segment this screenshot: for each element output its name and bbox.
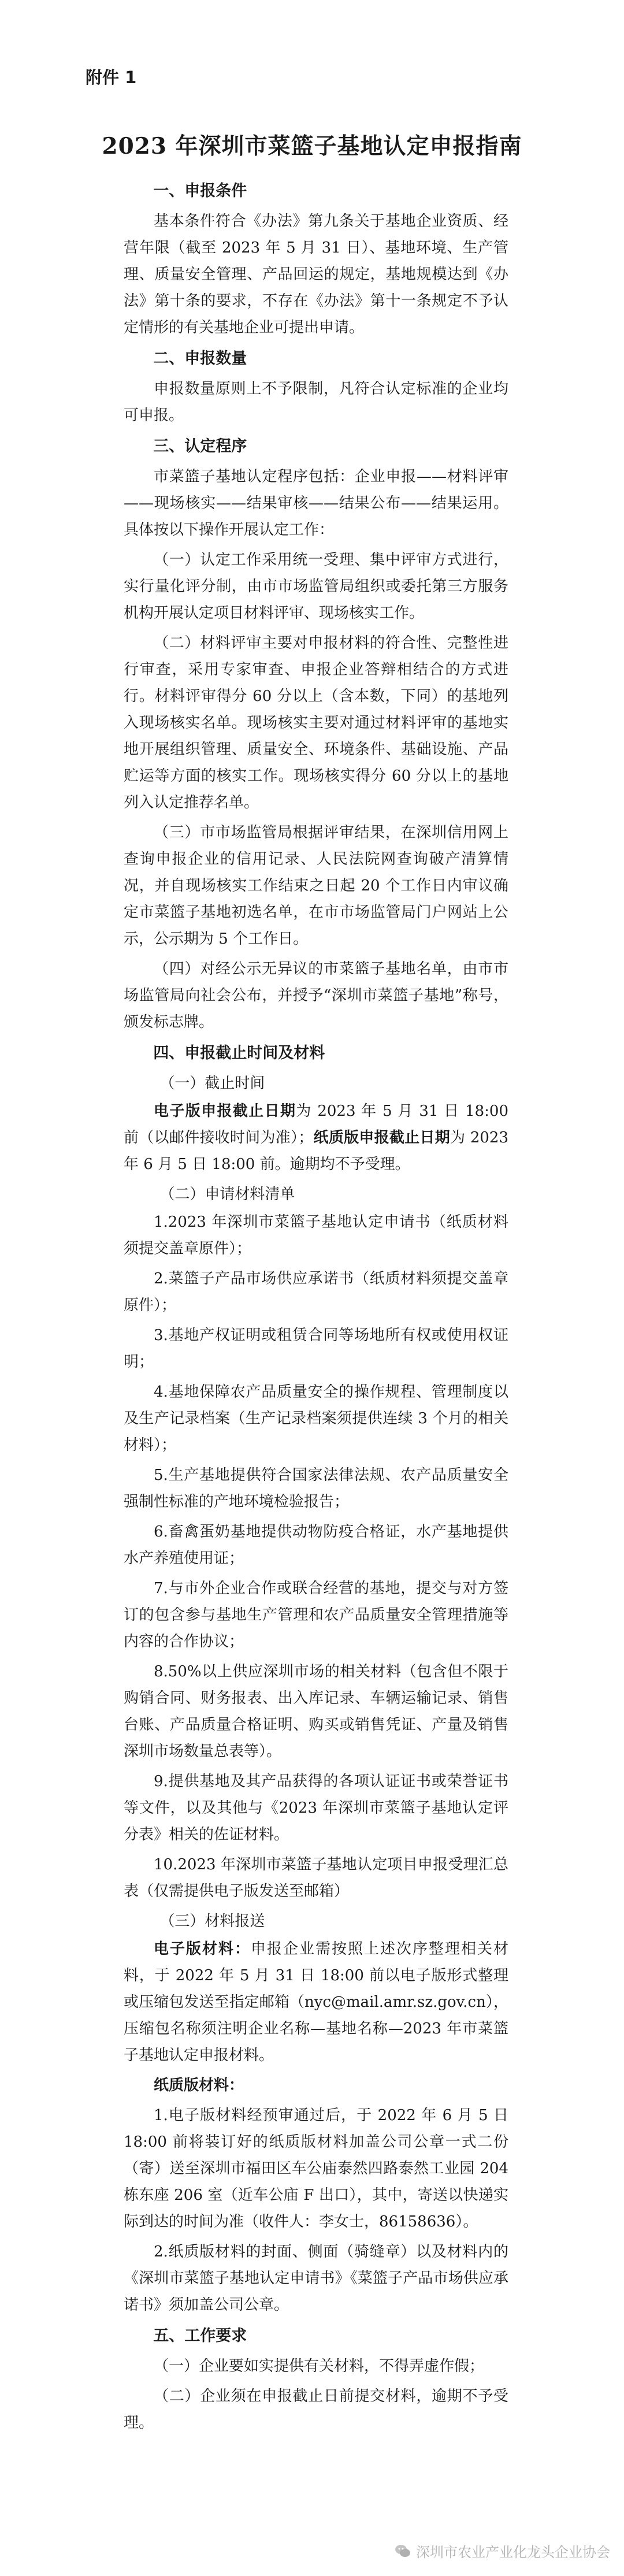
list-item: 5.生产基地提供符合国家法律法规、农产品质量安全强制性标准的产地环境检验报告； bbox=[124, 1467, 508, 1510]
paragraph: 市菜篮子基地认定程序包括：企业申报——材料评审——现场核实——结果审核——结果公布——结果运用。具体按以下操作开展认定工作： bbox=[124, 468, 508, 539]
section-heading-conditions: 一、申报条件 bbox=[153, 182, 247, 200]
list-item: 1.2023 年深圳市菜篮子基地认定申请书（纸质材料须提交盖章原件）； bbox=[124, 1213, 508, 1257]
document-title: 2023 年深圳市菜篮子基地认定申报指南 bbox=[102, 133, 522, 159]
electronic-submission-paragraph bbox=[124, 1936, 508, 2069]
paragraph: （一）认定工作采用统一受理、集中评审方式进行，实行量化评分制，由市市场监管局组织或委托第三方服务机构开展认定项目材料评审、现场核实工作。 bbox=[124, 551, 508, 622]
subheading-submission: （三）材料报送 bbox=[159, 1913, 265, 1930]
list-item: 10.2023 年深圳市菜篮子基地认定项目申报受理汇总表（仅需提供电子版发送至邮箱） bbox=[124, 1856, 508, 1900]
list-item: 6.畜禽蛋奶基地提供动物防疫合格证，水产基地提供水产养殖使用证； bbox=[124, 1523, 508, 1567]
paragraph: （一）企业要如实提供有关材料，不得弄虚作假； bbox=[154, 2358, 485, 2375]
paragraph: （二）企业须在申报截止日前提交材料，逾期不予受理。 bbox=[124, 2388, 508, 2432]
deadline-electronic-label: 电子版申报截止日期 bbox=[154, 1103, 296, 1120]
section-heading-quantity: 二、申报数量 bbox=[153, 350, 247, 368]
deadline-paper-label: 纸质版申报截止日期 bbox=[313, 1129, 451, 1146]
paragraph: （三）市市场监管局根据评审结果，在深圳信用网上查询申报企业的信用记录、人民法院网查询破产清算情况，并自现场核实工作结束之日起 20 个工作日内审议确定市菜篮子基地初选名单，在市市场监管局门户网站上公示，公示期为 5 个工作日。 bbox=[124, 824, 508, 948]
electronic-label: 电子版材料： bbox=[154, 1940, 251, 1958]
list-item: 4.基地保障农产品质量安全的操作规程、管理制度以及生产记录档案（生产记录档案须提供连续 3 个月的相关材料）； bbox=[124, 1383, 508, 1454]
list-item: 8.50%以上供应深圳市场的相关材料（包含但不限于购销合同、财务报表、出入库记录、车辆运输记录、销售台账、产品质量合格证明、购买或销售凭证、产量及销售深圳市场数量总表等）。 bbox=[124, 1663, 508, 1760]
paragraph: （四）对经公示无异议的市菜篮子基地名单，由市市场监管局向社会公布，并授予“深圳市菜篮子基地”称号，颁发标志牌。 bbox=[124, 960, 508, 1031]
watermark-text: 深圳市农业产业化龙头企业协会 bbox=[416, 2544, 610, 2560]
list-item: 3.基地产权证明或租赁合同等场地所有权或使用权证明； bbox=[124, 1327, 508, 1371]
deadline-paragraph bbox=[124, 1098, 508, 1178]
list-item: 2.菜篮子产品市场供应承诺书（纸质材料须提交盖章原件）； bbox=[124, 1270, 508, 1314]
annex-label: 附件 1 bbox=[86, 68, 137, 87]
electronic-text: 申报企业需按照上述次序整理相关材料，于 2022 年 5 月 31 日 18:00 前以电子版形式整理或压缩包发送至指定邮箱（nyc@mail.amr.sz.gov.cn），压缩包名称须注明企业名称—基地名称—2023 年市菜篮子基地认定申报材料。 bbox=[124, 1940, 508, 2064]
list-item: 7.与市外企业合作或联合经营的基地，提交与对方签订的包含参与基地生产管理和农产品质量安全管理措施等内容的合作协议； bbox=[124, 1580, 508, 1650]
paragraph: （二）材料评审主要对申报材料的符合性、完整性进行审查，采用专家审查、申报企业答辩相结合的方式进行。材料评审得分 60 分以上（含本数，下同）的基地列入现场核实名单。现场核实主要对通过材料评审的基地实地开展组织管理、质量安全、环境条件、基础设施、产品贮运等方面的核实工作。现场核实得分 60 分以上的基地列入认定推荐名单。 bbox=[124, 634, 508, 811]
paper-label: 纸质版材料： bbox=[154, 2077, 244, 2094]
section-heading-requirements: 五、工作要求 bbox=[153, 2327, 247, 2345]
deadline-electronic-text: 为 2023 年 5 月 31 日 18:00 前（以邮件接收时间为准）； bbox=[124, 1103, 508, 1146]
watermark bbox=[394, 2541, 610, 2561]
subheading-deadline: （一）截止时间 bbox=[159, 1075, 265, 1092]
paragraph: 申报数量原则上不予限制，凡符合认定标准的企业均可申报。 bbox=[124, 380, 508, 424]
paragraph: 基本条件符合《办法》第九条关于基地企业资质、经营年限（截至 2023 年 5 月 31 日）、基地环境、生产管理、质量安全管理、产品回运的规定，基地规模达到《办法》第十条的要求，不存在《办法》第十一条规定不予认定情形的有关基地企业可提出申请。 bbox=[124, 213, 508, 336]
list-item: 9.提供基地及其产品获得的各项认证证书或荣誉证书等文件，以及其他与《2023 年深圳市菜篮子基地认定评分表》相关的佐证材料。 bbox=[124, 1773, 508, 1843]
paragraph: 2.纸质版材料的封面、侧面（骑缝章）以及材料内的《深圳市菜篮子基地认定申请书》《菜篮子产品市场供应承诺书》须加盖公司公章。 bbox=[124, 2243, 508, 2314]
paragraph: 1.电子版材料经预审通过后，于 2022 年 6 月 5 日 18:00 前将装订好的纸质版材料加盖公司公章一式二份（寄）送至深圳市福田区车公庙泰然四路泰然工业园 204 栋东座 206 室（近车公庙 F 出口），其中，寄送以快递实际到达的时间为准（收件人：李女士，86158636）。 bbox=[124, 2107, 508, 2230]
section-heading-procedure: 三、认定程序 bbox=[153, 437, 247, 455]
wechat-icon bbox=[394, 2542, 411, 2560]
deadline-paper-text: 为 2023 年 6 月 5 日 18:00 前。逾期均不予受理。 bbox=[124, 1129, 508, 1173]
subheading-materials-list: （二）申请材料清单 bbox=[159, 1186, 295, 1203]
document-body bbox=[124, 175, 508, 2440]
section-heading-deadline-materials: 四、申报截止时间及材料 bbox=[153, 1044, 325, 1062]
